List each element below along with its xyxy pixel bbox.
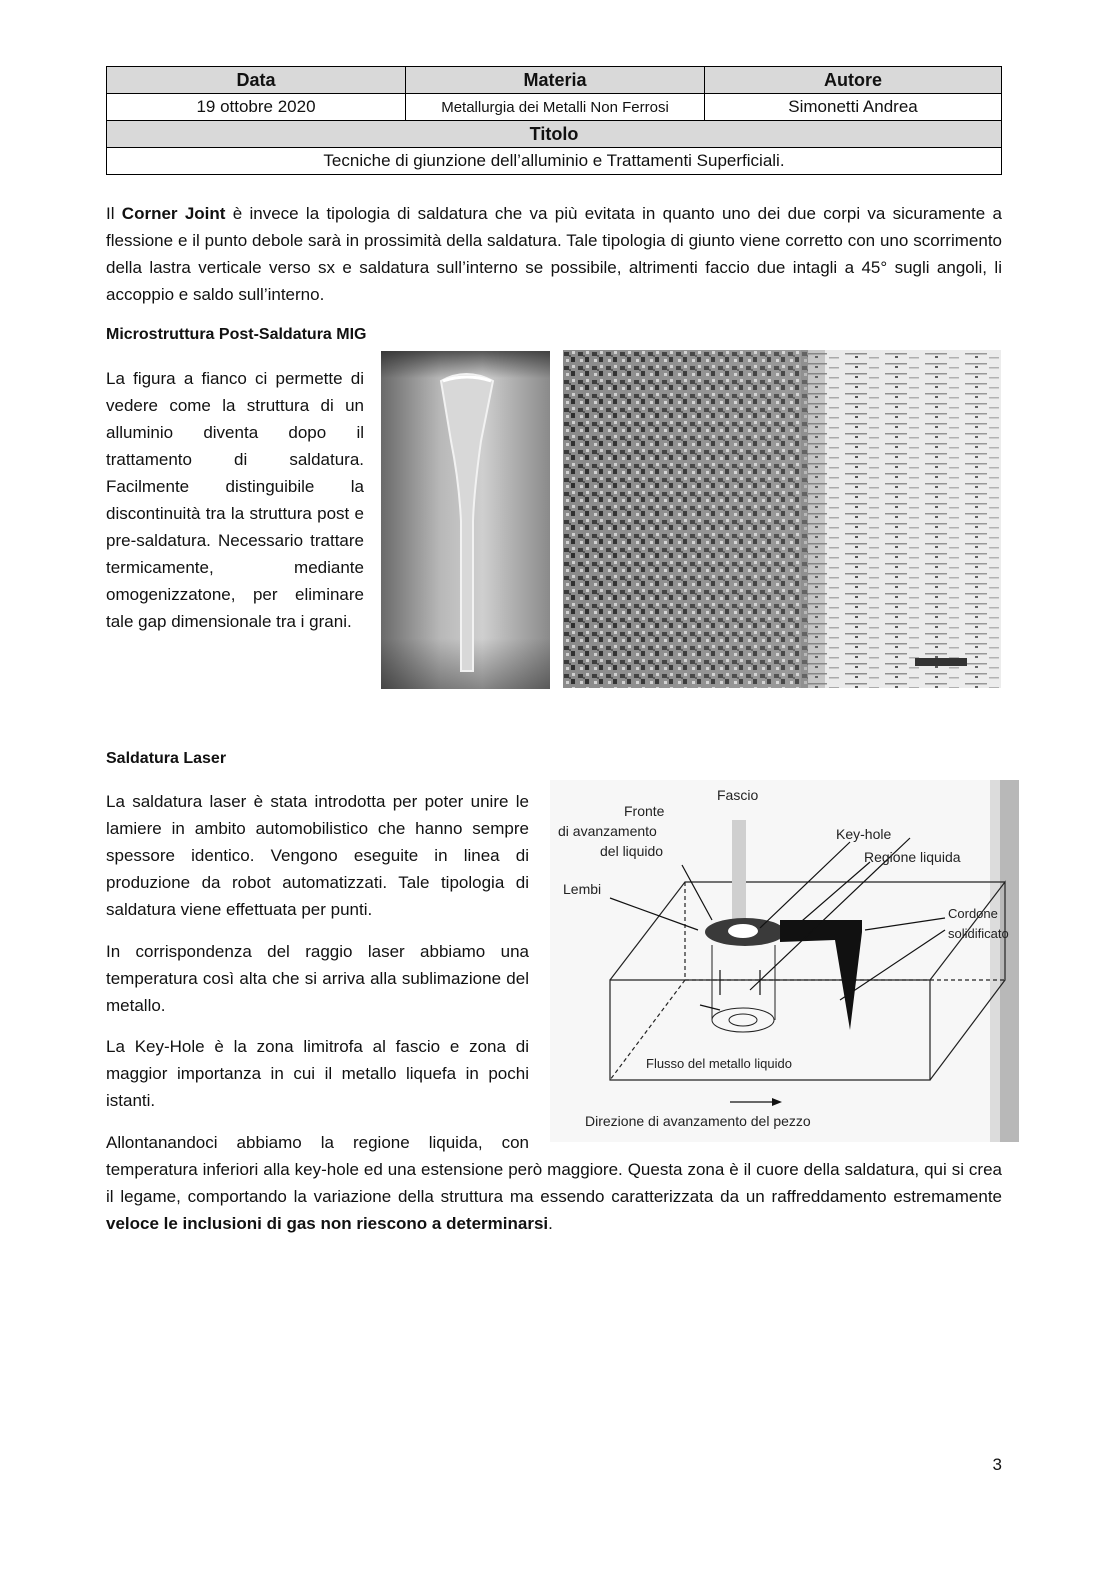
mig-text: La figura a fianco ci permette di vedere come la struttura di un alluminio diventa dopo il trattamento di saldatura. Facilmente distinguibile la discontinuità tra la struttura post e pre-saldatura. Necessario trattare termicamente, mediante omogenizzatone, per eliminare tale gap dimensionale tra i grani. <box>106 369 364 631</box>
laser-heading: Saldatura Laser <box>106 750 227 767</box>
diagram-label-regione: Regione liquida <box>864 849 961 865</box>
laser-welding-diagram <box>550 780 1019 1142</box>
header-data-value: 19 ottobre 2020 <box>107 94 406 121</box>
diagram-label-cordone-1: Cordone <box>948 906 998 921</box>
header-titolo-value: Tecniche di giunzione dell’alluminio e Trattamenti Superficiali. <box>107 148 1002 175</box>
laser-paragraph-1: La saldatura laser è stata introdotta per poter unire le lamiere in ambito automobilistico che hanno sempre spessore identico. Vengono eseguite in linea di produzione da robot automatizzati. Tale tipologia di saldatura viene effettuata per punti. <box>106 792 529 919</box>
laser-paragraph-4 <box>106 1156 1002 1237</box>
diagram-label-fronte-1: Fronte <box>624 803 665 819</box>
intro-pre: Il <box>106 204 122 223</box>
laser-p4-rest: temperatura inferiori alla key-hole ed una estensione però maggiore. Questa zona è il cuore della saldatura, qui si crea il legame, comportando la variazione della struttura ma essendo caratterizzata da un raffreddamento estremamente <box>106 1160 1002 1206</box>
laser-p4-bold: veloce le inclusioni di gas non riescono a determinarsi <box>106 1214 549 1233</box>
weld-cross-section-image <box>381 351 550 689</box>
header-col-materia: Materia <box>406 67 705 94</box>
header-autore-value: Simonetti Andrea <box>705 94 1002 121</box>
header-titolo-label: Titolo <box>107 121 1002 148</box>
intro-bold-term: Corner Joint <box>121 204 226 223</box>
diagram-label-cordone-2: solidificato <box>948 926 1009 941</box>
diagram-label-lembi: Lembi <box>563 881 602 897</box>
diagram-label-fronte-2: di avanzamento <box>558 823 657 839</box>
header-col-autore: Autore <box>705 67 1002 94</box>
intro-paragraph <box>106 200 1002 308</box>
header-col-data: Data <box>107 67 406 94</box>
diagram-label-flusso: Flusso del metallo liquido <box>646 1056 792 1071</box>
header-materia-value: Metallurgia dei Metalli Non Ferrosi <box>406 94 705 121</box>
laser-paragraph-4-first-line: Allontanandoci abbiamo la regione liquida, con <box>106 1133 529 1152</box>
diagram-label-keyhole: Key-hole <box>836 826 892 842</box>
laser-paragraph-3: La Key-Hole è la zona limitrofa al fascio e zona di maggior importanza in cui il metallo liquefa in pochi istanti. <box>106 1037 529 1110</box>
diagram-label-fascio: Fascio <box>717 787 759 803</box>
page-number: 3 <box>992 1455 1002 1474</box>
diagram-label-fronte-3: del liquido <box>600 843 664 859</box>
intro-post: è invece la tipologia di saldatura che va più evitata in quanto uno dei due corpi va sicuramente a flessione e il punto debole sarà in prossimità della saldatura. Tale tipologia di giunto viene corretto con uno scorrimento della lastra verticale verso sx e saldatura sull’interno se possibile, altrimenti faccio due intagli a 45° sugli angoli, li accoppio e saldo sull’interno. <box>106 204 1002 304</box>
micrograph-image <box>563 350 1001 688</box>
mig-heading: Microstruttura Post-Saldatura MIG <box>106 326 367 343</box>
header-table <box>106 66 1002 175</box>
laser-paragraph-2: In corrispondenza del raggio laser abbiamo una temperatura così alta che si arriva alla sublimazione del metallo. <box>106 942 529 1015</box>
diagram-label-direzione: Direzione di avanzamento del pezzo <box>585 1113 811 1129</box>
laser-p4-end: . <box>548 1214 553 1233</box>
